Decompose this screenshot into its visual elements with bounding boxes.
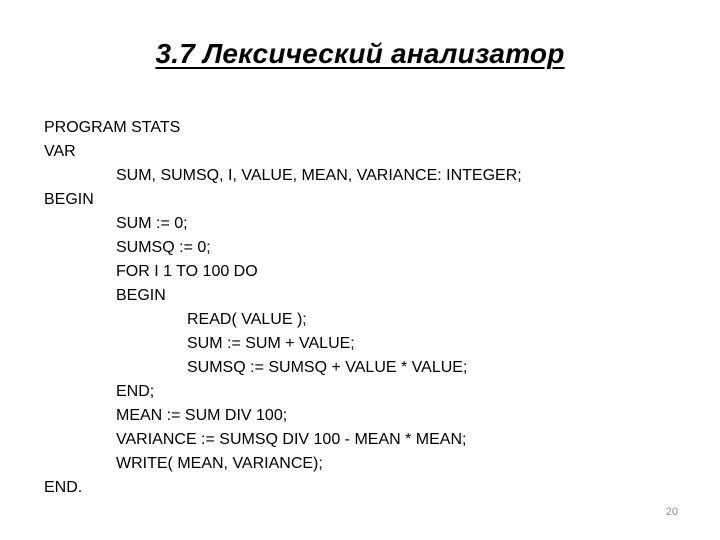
code-line: END;	[116, 383, 155, 400]
page-number: 20	[665, 506, 678, 518]
code-line: PROGRAM STATS	[44, 119, 181, 136]
code-line: SUM, SUMSQ, I, VALUE, MEAN, VARIANCE: INTEGER;	[116, 167, 522, 184]
code-line: SUMSQ := SUMSQ + VALUE * VALUE;	[187, 359, 468, 376]
code-line: SUMSQ := 0;	[116, 239, 211, 256]
code-line: SUM := SUM + VALUE;	[187, 335, 355, 352]
code-line: VAR	[44, 143, 76, 160]
code-line: FOR I 1 TO 100 DO	[116, 263, 258, 280]
code-line: MEAN := SUM DIV 100;	[116, 407, 288, 424]
code-line: BEGIN	[44, 191, 94, 208]
code-line: WRITE( MEAN, VARIANCE);	[116, 455, 323, 472]
code-line: READ( VALUE );	[187, 311, 307, 328]
code-line: END.	[44, 479, 83, 496]
code-listing	[44, 116, 522, 500]
code-line: BEGIN	[116, 287, 166, 304]
code-line: SUM := 0;	[116, 215, 188, 232]
code-line: VARIANCE := SUMSQ DIV 100 - MEAN * MEAN;	[116, 431, 467, 448]
slide-title: 3.7 Лексический анализатор	[155, 38, 565, 69]
